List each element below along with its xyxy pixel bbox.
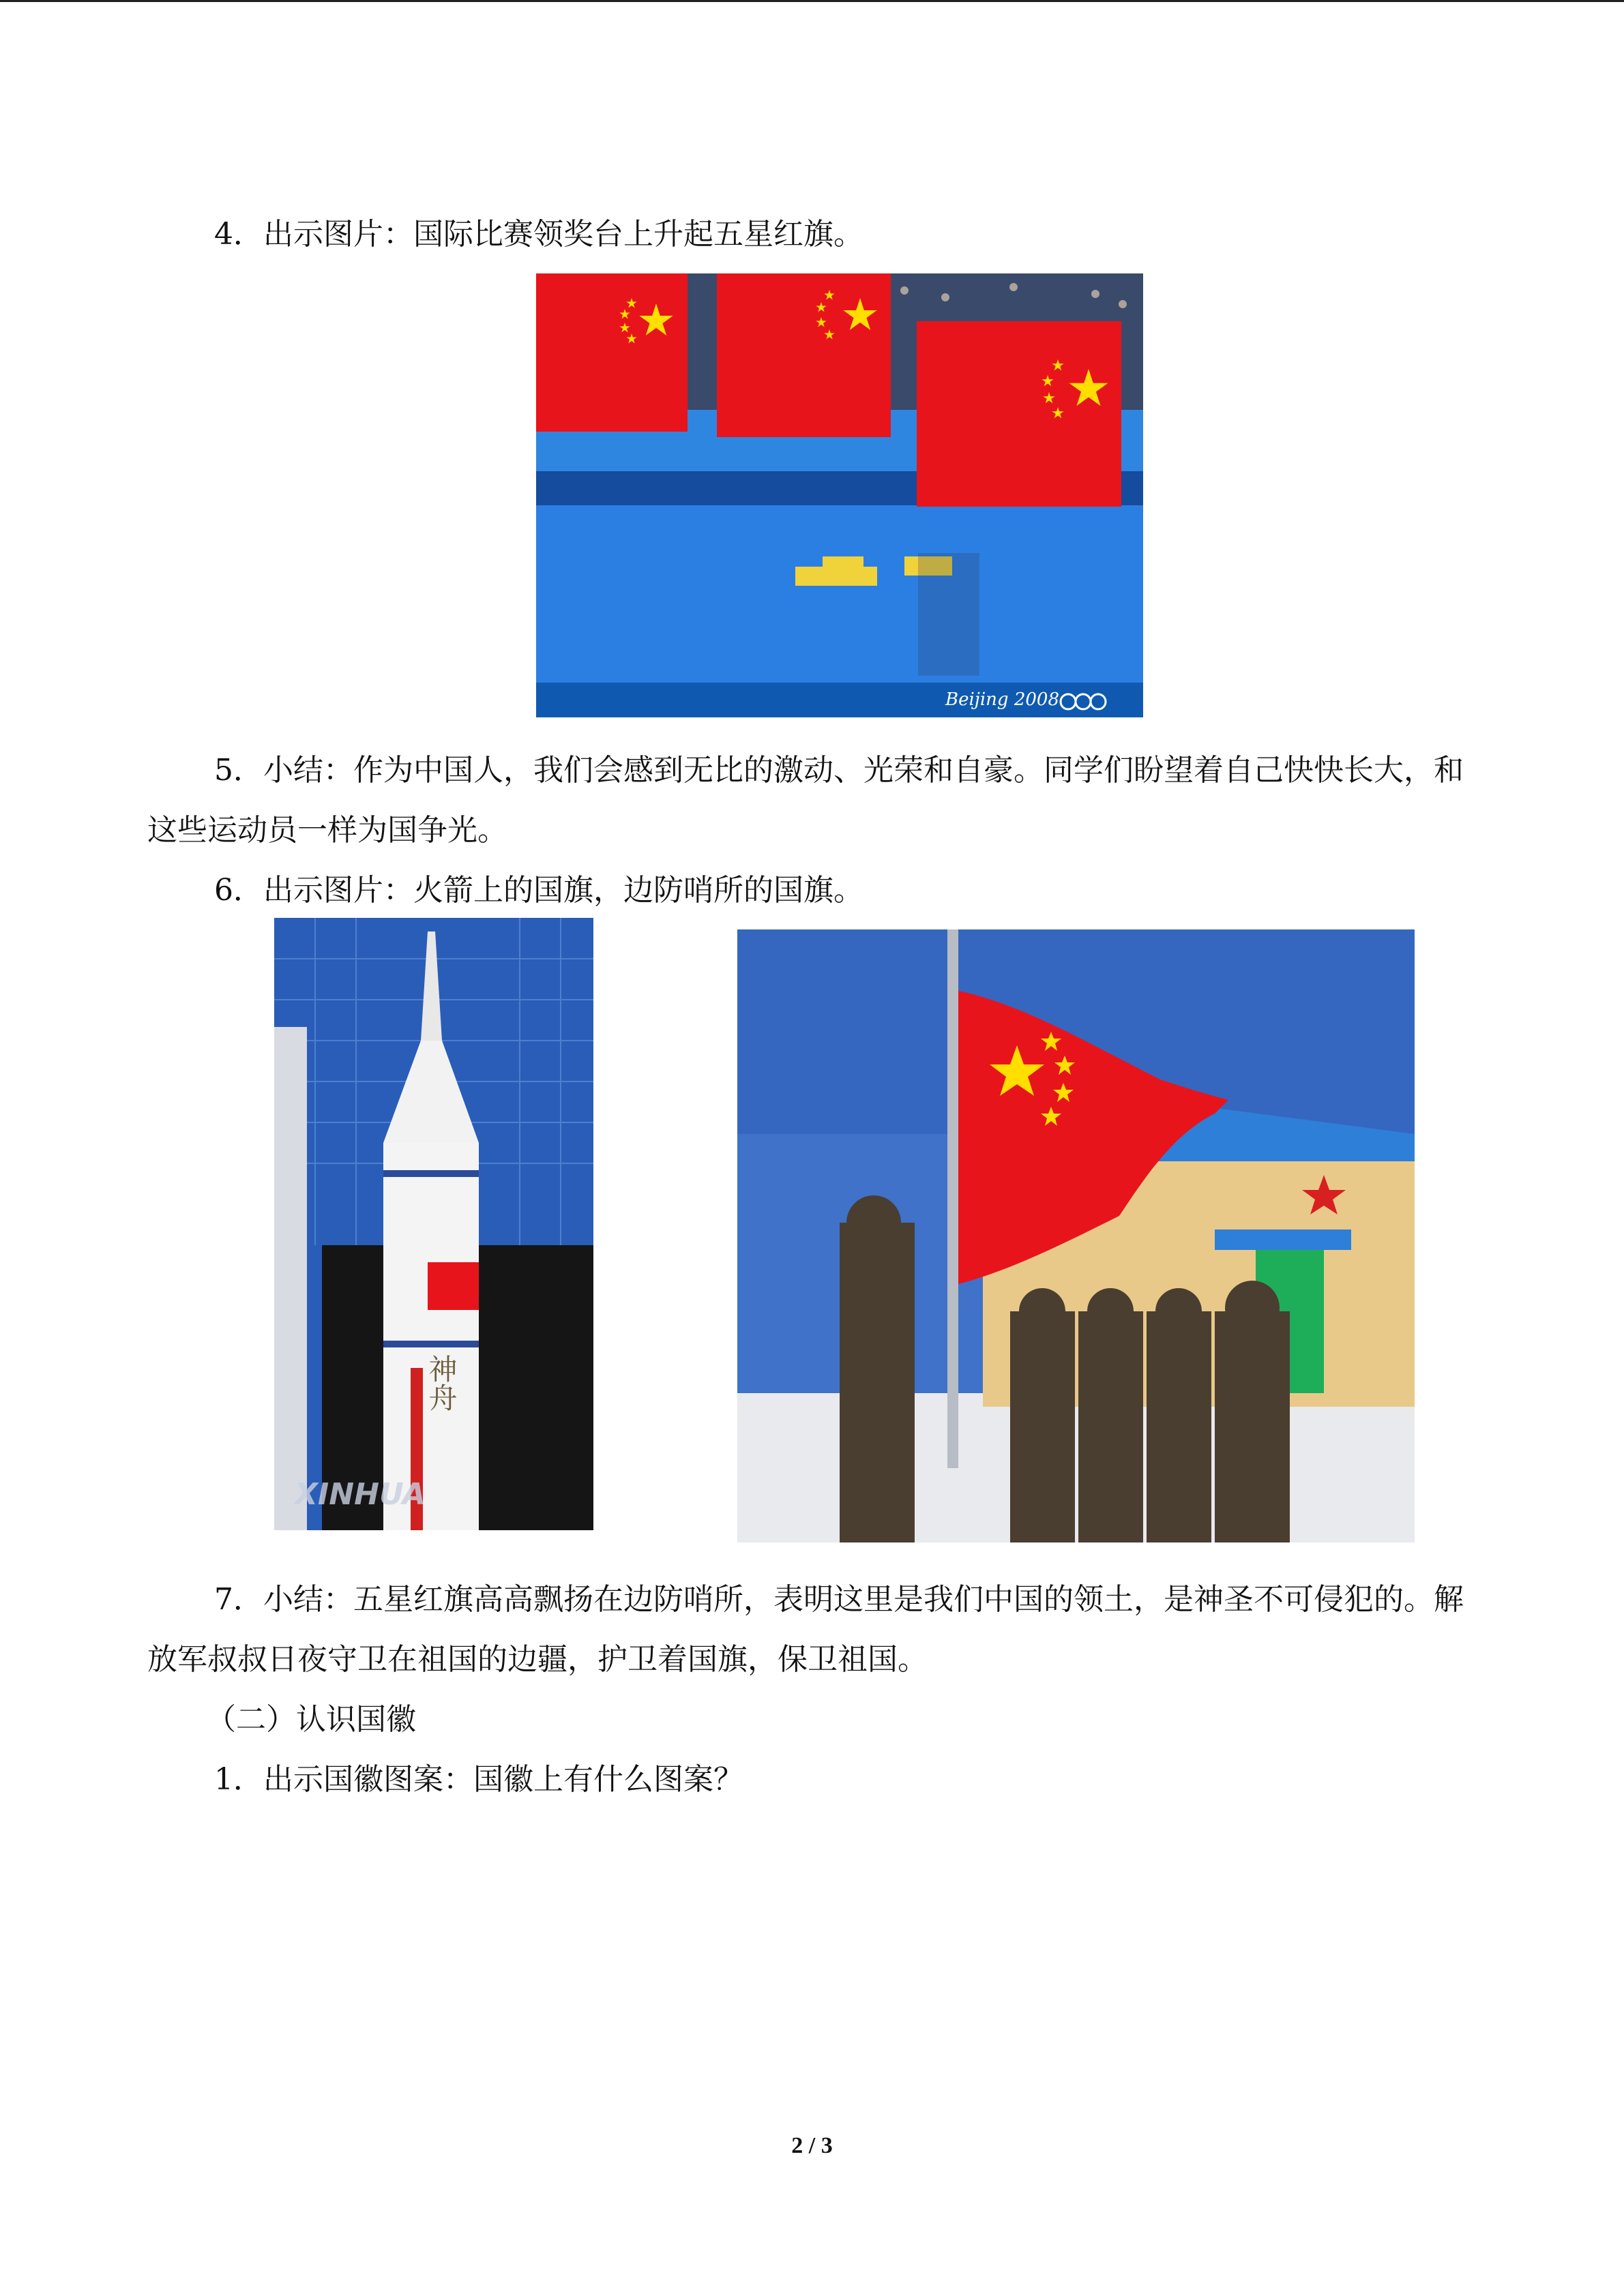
rocket-watermark: XINHUA [295,1477,426,1512]
page-number: 2 / 3 [791,2133,833,2158]
podium-flag-photo [536,273,1143,717]
podium-caption: Beijing 2008 [945,689,1060,710]
border-post-flag-photo [737,929,1415,1542]
rocket-text: 神舟 [424,1354,458,1412]
paragraph-7: 7．小结：五星红旗高高飘扬在边防哨所，表明这里是我们中国的领土，是神圣不可侵犯的。解放军叔叔日夜守卫在祖国的边疆，护卫着国旗，保卫祖国。 [147,1582,1464,1677]
paragraph-emblem-question: 1．出示国徽图案：国徽上有什么图案？ [214,1762,743,1797]
paragraph-5: 5．小结：作为中国人，我们会感到无比的激动、光荣和自豪。同学们盼望着自己快快长大，和这些运动员一样为国争光。 [147,753,1464,848]
rocket-flag-photo [274,918,593,1530]
paragraph-6: 6．出示图片：火箭上的国旗，边防哨所的国旗。 [214,873,863,908]
top-rule [0,0,1624,2]
section-heading-national-emblem: （二）认识国徽 [206,1702,416,1737]
paragraph-4: 4．出示图片：国际比赛领奖台上升起五星红旗。 [214,217,863,252]
